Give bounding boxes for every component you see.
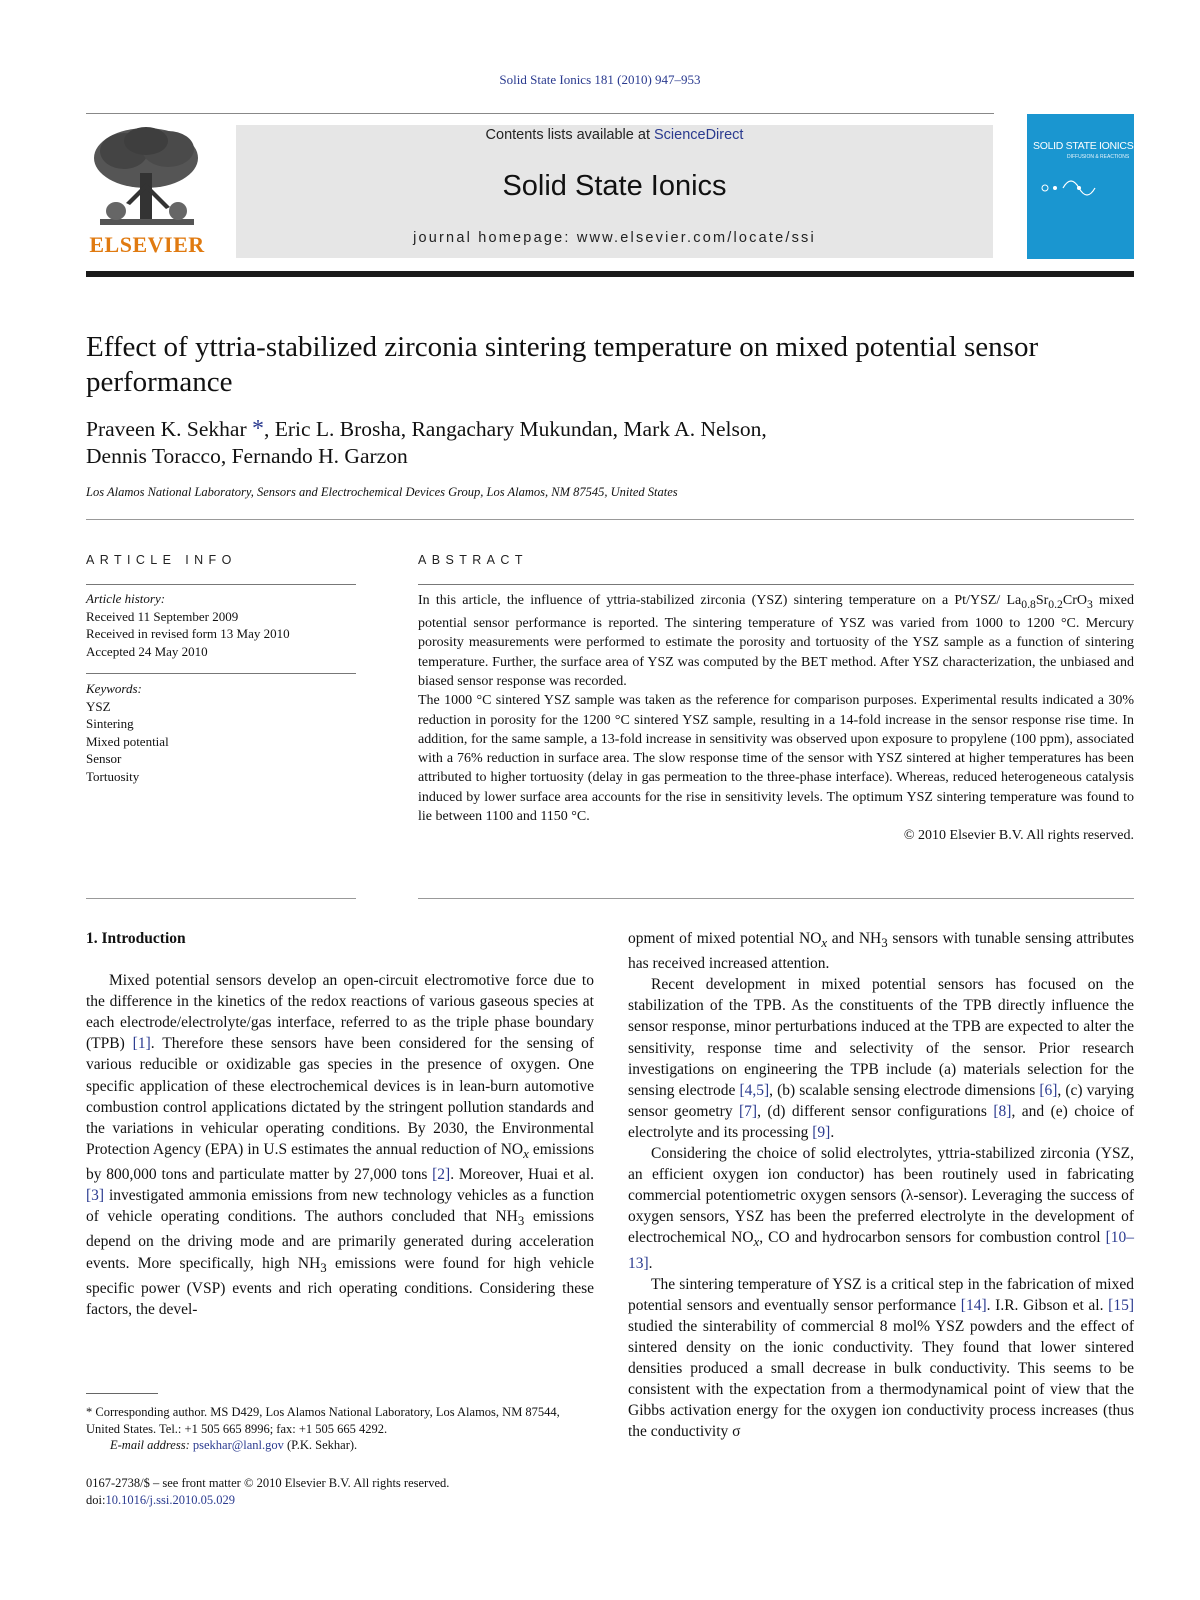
contents-line — [236, 127, 993, 143]
authors-rest: , Eric L. Brosha, Rangachary Mukundan, Mark A. Nelson, — [263, 417, 767, 441]
journal-name: Solid State Ionics — [502, 170, 727, 202]
article-info-heading: ARTICLE INFO — [86, 553, 237, 567]
header-rule — [86, 113, 994, 114]
masthead-divider — [86, 271, 1134, 277]
keyword: YSZ — [86, 698, 111, 714]
reference-link[interactable]: [2] — [432, 1166, 451, 1184]
front-matter — [86, 1475, 686, 1509]
body-paragraph: Recent development in mixed potential sensors has focused on the stabilization of the TPB. As the constituents of the TPB directly influence the sensor response, minor perturbations induced at the TPB are expected to alter the sensitivity, response time and selectivity of the sensor. Prior research investigations on engineering the TPB include (a) materials selection for the sensing electrode [4,5], (b) scalable sensing electrode dimensions [6], (c) varying sensor geometry [7], (d) different sensor configurations [8], and (e) choice of electrolyte and its processing [9]. — [628, 976, 1134, 1141]
history-item: Accepted 24 May 2010 — [86, 643, 208, 659]
footnote-email-line: E-mail address: psekhar@lanl.gov (P.K. Sekhar). — [110, 1438, 358, 1452]
keyword: Sintering — [86, 716, 134, 731]
reference-link[interactable]: [3] — [86, 1187, 105, 1205]
footnote-text: * Corresponding author. MS D429, Los Alamos National Laboratory, Los Alamos, NM 87544, United States. Tel.: +1 505 665 8996; fax: +1 505 665 4292. — [86, 1405, 560, 1436]
abstract-heading: ABSTRACT — [418, 553, 528, 567]
affiliation: Los Alamos National Laboratory, Sensors and Electrochemical Devices Group, Los Alamos, NM 87545, United States — [86, 485, 678, 499]
article-history — [86, 590, 356, 660]
body-paragraph: Mixed potential sensors develop an open-circuit electromotive force due to the difference in the kinetics of the redox reactions of various gaseous species at each electrode/electrolyte/gas interface, referred to as the triple phase boundary (TPB) [1]. Therefore these sensors have been considered for the sensing of various reducible or oxidizable gas species in the presence of oxygen. One specific application of these electrochemical devices is in lean-burn automotive combustion control applications dictated by the stringent pollution standards and the variations in vehicular operating conditions. By 2030, the Environmental Protection Agency (EPA) in U.S estimates the annual reduction of $NO_x$ emissions by 800,000 tons and particulate matter by 27,000 tons [2]. Moreover, Huai et al. [3] investigated ammonia emissions from new technology vehicles as a function of vehicle operating conditions. The authors concluded that $NH_3$ emissions depend on the driving mode and are primarily generated during acceleration events. More specifically, high $NH_3$ emissions were found for high vehicle specific power (VSP) events and rich operating conditions. Considering these factors, the devel- — [86, 972, 595, 1318]
body-column-right — [628, 928, 1134, 1442]
author-first[interactable]: Praveen K. Sekhar — [86, 417, 252, 441]
history-item: Received 11 September 2009 — [86, 608, 239, 624]
keywords-label: Keywords: — [86, 681, 142, 696]
reference-link[interactable]: [10–13] — [628, 1229, 1134, 1272]
abstract-paragraph: The 1000 °C sintered YSZ sample was taken as the reference for comparison purposes. Experimental results indicated a 30% reduction in porosity for the 1200 °C sintered YSZ sample, resulting in a 14-fold increase in the sensor response rise time. In addition, for the same sample, a 13-fold increase in sensitivity was observed upon exposure to propylene (100 ppm), associated with a 76% reduction in surface area. The slow response time of the sensor with YSZ sintered at higher temperatures has been attributed to higher tortuosity (delay in gas permeation to the three-phase interface). Whereas, reduced heterogeneous catalysis induced by lower surface area accounts for the rise in sensitivity levels. The optimum YSZ sintering temperature was found to lie between 1100 and 1150 °C. — [418, 693, 1134, 825]
keyword: Tortuosity — [86, 768, 140, 784]
abstract-paragraph: In this article, the influence of yttria-stabilized zirconia (YSZ) sintering temperature on a Pt/YSZ/ $La_{0.8}Sr_{0.2}CrO_3$ mixed potential sensor performance is reported. The sintering temperature of YSZ was varied from 1000 to 1200 °C. Mercury porosity measurements were performed to estimate the porosity and tortuosity of the YSZ sample as a function of sintering temperature. Further, the surface area of YSZ was computed by the BET method. After YSZ characterization, the unbiased and biased sensor response was recorded. — [418, 593, 1134, 689]
keyword: Sensor — [86, 751, 122, 766]
author-email-link[interactable]: psekhar@lanl.gov — [192, 1438, 284, 1452]
corresponding-author-marker[interactable]: * — [251, 416, 264, 442]
body-paragraph: opment of mixed potential $NO_x$ and $NH_3$ sensors with tunable sensing attributes has received increased attention. — [628, 930, 1134, 973]
reference-link[interactable]: [14] — [960, 1296, 987, 1314]
doi-link[interactable]: 10.1016/j.ssi.2010.05.029 — [105, 1493, 235, 1507]
abstract-body — [418, 591, 1134, 846]
journal-masthead — [236, 125, 993, 258]
keyword: Mixed potential — [86, 733, 169, 749]
footnote-rule — [86, 1393, 158, 1394]
elsevier-logo[interactable] — [86, 123, 208, 258]
reference-link[interactable]: [7] — [739, 1102, 758, 1120]
abstract-end-rule — [418, 898, 1134, 899]
reference-link[interactable]: [1] — [132, 1035, 151, 1053]
author-list — [86, 416, 986, 470]
body-paragraph: Considering the choice of solid electrolytes, yttria-stabilized zirconia (YSZ, an efficient oxygen ion conductor) has been routinely used in fabricating commercial potentiometric oxygen sensors (λ-sensor). Leveraging the success of oxygen sensors, YSZ has been the preferred electrolyte in the development of electrochemical $NO_x$, CO and hydrocarbon sensors for combustion control [10–13]. — [628, 1145, 1134, 1272]
cover-graphic-icon — [1039, 174, 1119, 204]
article-info-rule — [86, 584, 356, 585]
authors-line2: Dennis Toracco, Fernando H. Garzon — [86, 444, 408, 468]
title-rule — [86, 519, 1134, 520]
keywords-rule — [86, 673, 356, 674]
history-item: Received in revised form 13 May 2010 — [86, 626, 290, 641]
article-title: Effect of yttria-stabilized zirconia sintering temperature on mixed potential sensor performance — [86, 331, 1039, 398]
abstract-rule — [418, 584, 1134, 585]
sciencedirect-link[interactable]: ScienceDirect — [654, 127, 744, 143]
abstract-copyright: © 2010 Elsevier B.V. All rights reserved. — [903, 828, 1134, 844]
cover-title: SOLID STATE IONICS — [1033, 140, 1134, 152]
reference-link[interactable]: [4,5] — [739, 1081, 770, 1099]
corresponding-author-footnote — [86, 1404, 594, 1454]
doi-line: doi:10.1016/j.ssi.2010.05.029 — [86, 1493, 235, 1507]
journal-citation[interactable]: Solid State Ionics 181 (2010) 947–953 — [499, 72, 701, 87]
history-label: Article history: — [86, 591, 166, 606]
body-column-left — [86, 928, 594, 1320]
body-paragraph: The sintering temperature of YSZ is a critical step in the fabrication of mixed potential sensors and eventually sensor performance [14]. I.R. Gibson et al. [15] studied the sinterability of commercial 8 mol% YSZ powders and the effect of sintered density on the ionic conductivity. They found that lower sintered densities produced a small decrease in bulk conductivity. This seems to be consistent with the expectation from a thermodynamical point of view that the Gibbs activation energy for the oxygen ion conductivity process increases (thus the conductivity σ — [628, 1275, 1134, 1441]
elsevier-wordmark: ELSEVIER — [89, 232, 205, 257]
reference-link[interactable]: [9] — [812, 1123, 831, 1141]
tree-icon — [86, 123, 208, 231]
issn-line: 0167-2738/$ – see front matter © 2010 Elsevier B.V. All rights reserved. — [86, 1476, 450, 1490]
journal-homepage[interactable]: journal homepage: www.elsevier.com/locate/ssi — [413, 230, 816, 246]
article-info-end-rule — [86, 898, 356, 899]
reference-link[interactable]: [6] — [1039, 1081, 1058, 1099]
section-heading-introduction: 1. Introduction — [86, 930, 186, 947]
reference-link[interactable]: [8] — [993, 1102, 1012, 1120]
keywords — [86, 680, 356, 785]
journal-cover-thumbnail[interactable] — [1027, 114, 1134, 259]
reference-link[interactable]: [15] — [1108, 1296, 1134, 1314]
cover-subtitle: DIFFUSION & REACTIONS — [1067, 154, 1130, 160]
contents-prefix: Contents lists available at — [485, 127, 654, 143]
